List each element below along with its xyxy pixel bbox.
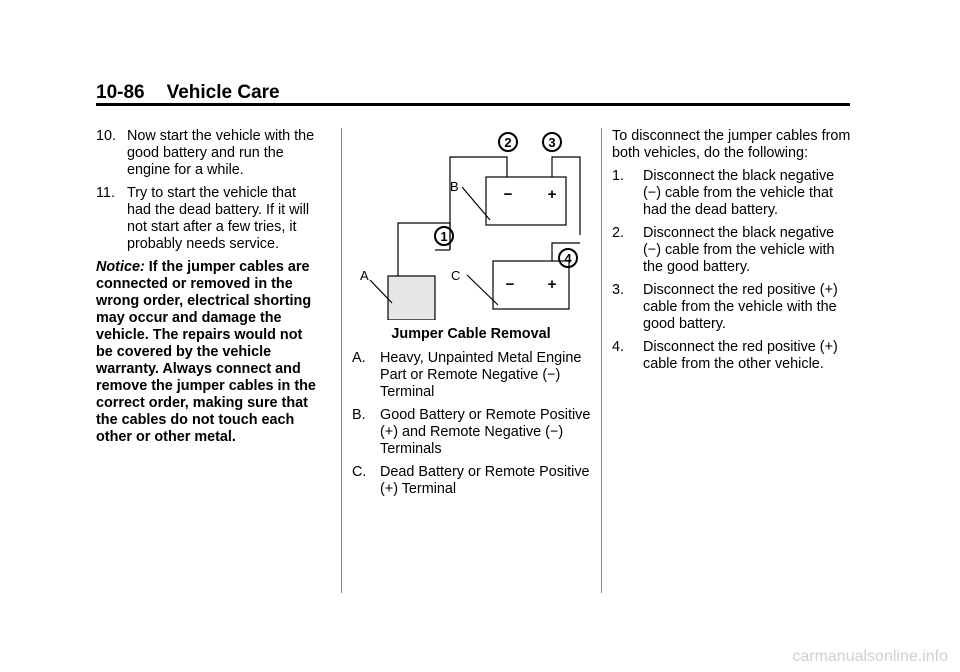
step-number: 3.	[612, 282, 625, 298]
step-text: Disconnect the red positive (+) cable from the vehicle with the good battery.	[643, 282, 838, 332]
callout-1-label: 1	[440, 229, 448, 244]
figure-caption: Jumper Cable Removal	[391, 326, 551, 342]
legend-key: C.	[352, 464, 367, 480]
disconnect-step-1	[612, 168, 852, 219]
legend-item-c	[352, 464, 592, 498]
disconnect-step-4	[612, 339, 852, 373]
watermark: carmanualsonline.info	[792, 648, 948, 665]
dead-plus-label: +	[547, 276, 557, 293]
figure-legend	[352, 350, 592, 504]
step-text: Disconnect the black negative (−) cable from the vehicle that had the dead battery.	[643, 168, 835, 218]
step-text: Disconnect the black negative (−) cable from the vehicle with the good battery.	[643, 225, 835, 275]
step-number: 4.	[612, 339, 625, 355]
step-text: Try to start the vehicle that had the dead battery. If it will not start after a few tries, it probably needs service.	[127, 185, 310, 252]
legend-text: Good Battery or Remote Positive (+) and Remote Negative (−) Terminals	[380, 407, 591, 457]
good-minus-label: −	[503, 186, 513, 203]
label-c: C	[451, 268, 461, 283]
step-number: 2.	[612, 225, 625, 241]
jumper-cable-diagram	[340, 125, 590, 320]
step-10	[96, 128, 322, 179]
step-text: Disconnect the red positive (+) cable from the other vehicle.	[643, 339, 838, 372]
step-number: 10.	[96, 128, 117, 144]
label-a: A	[360, 268, 369, 283]
header-rule	[96, 103, 850, 106]
callout-3-label: 3	[548, 135, 556, 150]
column-divider-right	[601, 128, 602, 593]
callout-4-label: 4	[564, 251, 572, 266]
disconnect-intro: To disconnect the jumper cables from both vehicles, do the following:	[612, 128, 851, 161]
dead-minus-label: −	[505, 276, 515, 293]
disconnect-step-3	[612, 282, 852, 333]
disconnect-step-2	[612, 225, 852, 276]
label-b: B	[450, 179, 459, 194]
column-right	[612, 128, 852, 379]
notice-label: Notice:	[96, 259, 145, 275]
legend-item-a	[352, 350, 592, 401]
legend-key: B.	[352, 407, 366, 423]
legend-text: Dead Battery or Remote Positive (+) Terminal	[380, 464, 590, 497]
callout-2-label: 2	[504, 135, 512, 150]
cable-2	[450, 157, 507, 250]
legend-item-b	[352, 407, 592, 458]
step-11	[96, 185, 322, 253]
legend-key: A.	[352, 350, 366, 366]
step-number: 1.	[612, 168, 625, 184]
column-left	[96, 128, 322, 446]
step-text: Now start the vehicle with the good battery and run the engine for a while.	[127, 128, 315, 178]
dead-battery	[493, 261, 569, 309]
page-number: 10-86	[96, 82, 145, 103]
step-number: 11.	[96, 185, 115, 201]
page-header	[96, 82, 280, 104]
engine-metal-part	[388, 276, 435, 320]
notice-text: If the jumper cables are connected or removed in the wrong order, electrical shorting may occur and damage the vehicle. The repairs would not be covered by the vehicle warranty. Always connect and remove the jumper cables in the correct order, making sure that the cables do not touch each other or other metal.	[96, 259, 316, 445]
section-title: Vehicle Care	[166, 82, 280, 103]
legend-text: Heavy, Unpainted Metal Engine Part or Remote Negative (−) Terminal	[380, 350, 582, 400]
notice-block	[96, 259, 322, 446]
good-plus-label: +	[547, 186, 557, 203]
